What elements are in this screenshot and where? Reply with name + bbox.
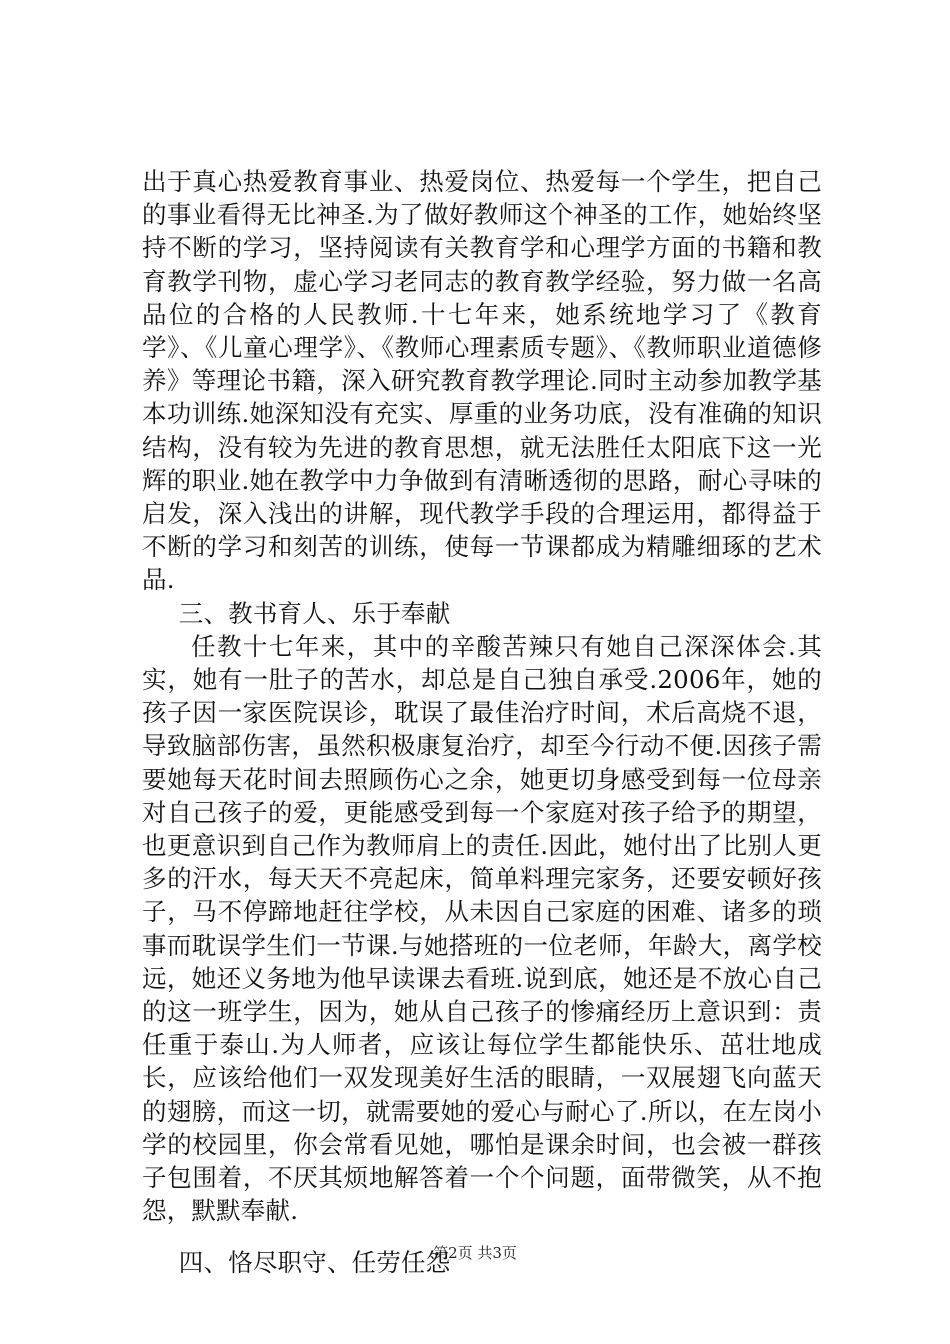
body-text [142, 165, 822, 1279]
paragraph-dedication: 任教十七年来，其中的辛酸苦辣只有她自己深深体会.其实，她有一肚子的苦水，却总是自己独自承受.2006年，她的孩子因一家医院误诊，耽误了最佳治疗时间，术后高烧不退，导致脑部伤害，虽然积极康复治疗，却至今行动不便.因孩子需要她每天花时间去照顾伤心之余，她更切身感受到每一位母亲对自己孩子的爱，更能感受到每一个家庭对孩子给予的期望，也更意识到自己作为教师肩上的责任.因此，她付出了比别人更多的汗水，每天天不亮起床，简单料理完家务，还要安顿好孩子，马不停蹄地赶往学校，从未因自己家庭的困难、诸多的琐事而耽误学生们一节课.与她搭班的一位老师，年龄大，离学校远，她还义务地为他早读课去看班.说到底，她还是不放心自己的这一班学生，因为，她从自己孩子的惨痛经历上意识到：责任重于泰山.为人师者，应该让每位学生都能快乐、茁壮地成长，应该给他们一双发现美好生活的眼睛，一双展翅飞向蓝天的翅膀，而这一切，就需要她的爱心与耐心了.所以，在左岗小学的校园里，你会常看见她，哪怕是课余时间，也会被一群孩子包围着，不厌其烦地解答着一个个问题，面带微笑，从不抱怨，默默奉献. [142, 631, 822, 1226]
section-heading-3: 三、教书育人、乐于奉献 [178, 598, 451, 628]
page-footer: 第2页 共3页 [433, 1244, 517, 1262]
paragraph-learning: 出于真心热爱教育事业、热爱岗位、热爱每一个学生，把自己的事业看得无比神圣.为了做好教师这个神圣的工作，她始终坚持不断的学习，坚持阅读有关教育学和心理学方面的书籍和教育教学刊物，虚心学习老同志的教育教学经验，努力做一名高品位的合格的人民教师.十七年来，她系统地学习了《教育学》、《儿童心理学》、《教师心理素质专题》、《教师职业道德修养》等理论书籍，深入研究教育教学理论.同时主动参加教学基本功训练.她深知没有充实、厚重的业务功底，没有准确的知识结构，没有较为先进的教育思想，就无法胜任太阳底下这一光辉的职业.她在教学中力争做到有清晰透彻的思路，耐心寻味的启发，深入浅出的讲解，现代教学手段的合理运用，都得益于不断的学习和刻苦的训练，使每一节课都成为精雕细琢的艺术品. [142, 167, 822, 595]
section-heading-4: 四、恪尽职守、任劳任怨 [178, 1247, 451, 1277]
